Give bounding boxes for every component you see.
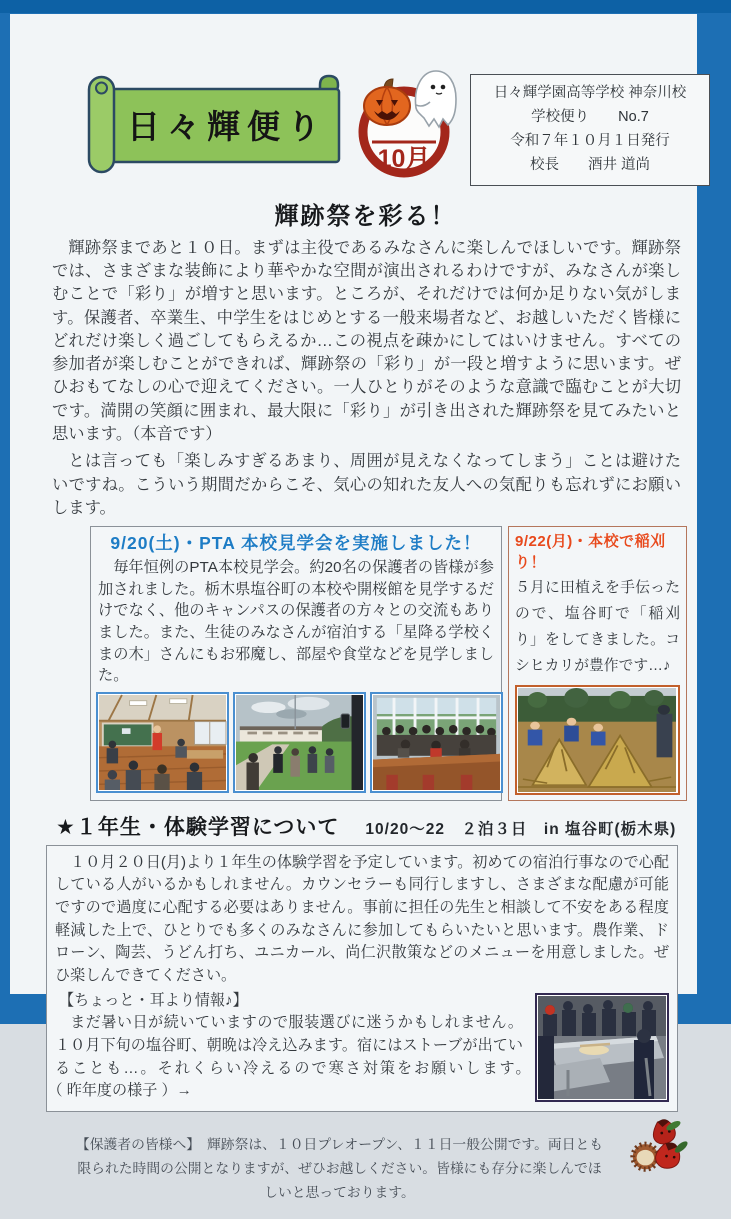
footer-note (72, 1133, 607, 1205)
taiken-body: １０月２０日(月)より１年生の体験学習を予定しています。初めての宿泊行事なので心配している人がいるかもしれません。カウンセラーも同行しますし、さまざまな配慮が可能ですので過度に心配する必要はありません。事前に担任の先生と相談して不安をある程度軽減した上で、ひとりでも多くのみなさんに参加してもらいたいと思います。農作業、ドローン、陶芸、うどん打ち、ユニカール、尚仁沢散策などのメニューを用意しました。ぜひ楽しんできてください。 (55, 853, 669, 985)
taiken-info-box (46, 845, 678, 1112)
photo-caption: （ 昨年度の様子 ）→ (55, 1082, 192, 1100)
pta-photo-1 (96, 692, 229, 793)
tips-body (55, 1012, 523, 1103)
newsletter-title: 日々輝便り (127, 108, 327, 145)
october-badge (356, 62, 458, 185)
group-photo-at-table (373, 695, 500, 790)
issue-date: 令和７年１０月１日発行 (510, 132, 670, 149)
rice-section-body: ５月に田植えを手伝ったので、塩谷町で「稲刈り」をしてきました。コシヒカリが豊作です…♪ (515, 580, 680, 674)
campus-tour-photo (236, 695, 363, 790)
pta-photo-3 (370, 692, 503, 793)
paper-sheet (10, 14, 697, 1200)
newsletter-number: 学校便り No.7 (531, 108, 649, 125)
pumpkin-icon (364, 79, 410, 125)
rice-photo (515, 685, 680, 795)
footer-body: 輝跡祭は、１０日プレオープン、１１日一般公開です。両日とも限られた時間の公開となりますが、ぜひお越しください。皆様にも存分に楽しんでほしいと思っております。 (77, 1136, 604, 1200)
taiken-schedule: 10/20～22 ２泊３日 in 塩谷町(栃木県) (365, 820, 677, 838)
intro-paragraph-2: とは言っても「楽しみすぎるあまり、周囲が見えなくなってしまう」ことは避けたいですね。こういう期間だからこそ、気心の知れた友人への気配りも忘れずにお願いします。 (52, 452, 681, 517)
pta-photo-2 (233, 692, 366, 793)
news-boxes-row (90, 526, 687, 801)
pta-section-body: 毎年恒例のPTA本校見学会。約20名の保護者の皆様が参加されました。栃木県塩谷町の本校や開桜館を見学するだけでなく、他のキャンパスの保護者の方々との交流もありました。また、生徒のみなさんが宿泊する「星降る学校くまの木」さんにもお邪魔し、部屋や食堂などを見学しました。 (98, 559, 494, 685)
rice-harvest-box (508, 526, 687, 801)
school-name: 日々輝学園高等学校 神奈川校 (493, 85, 687, 101)
scroll-banner-graphic (86, 72, 348, 176)
pta-photo-row (96, 692, 496, 793)
pta-visit-box (90, 526, 502, 801)
frame-top-strip (0, 0, 731, 13)
taiken-heading-row (56, 811, 687, 841)
rice-harvest-photo (518, 688, 676, 792)
chestnut-graphic (625, 1117, 687, 1177)
header-row (44, 60, 687, 186)
tips-block (55, 990, 523, 1103)
classroom-meeting-photo (99, 695, 226, 790)
page-title: 輝跡祭を彩る！ (274, 202, 457, 230)
rice-section-header: 9/22(月)・本校で稲刈り！ (515, 533, 666, 572)
intro-paragraph-1: 輝跡祭まであと１０日。まずは主役であるみなさんに楽しんでほしいです。輝跡祭では、さまざまな装飾により華やかな空間が演出されるわけですが、みなさんが楽しむことで「彩り」が増すと思います。ところが、それだけでは何か足りない気がします。保護者、卒業生、中学生をはじめとする一般来場者など、お越しいただく皆様にどれだけ楽しく過ごしてもらえるか…この視点を疎かにしてはいけません。すべての参加者が楽しむことができれば、輝跡祭の「彩り」が一段と増すように思います。ぜひおもてなしの心で迎えてください。一人ひとりがそのような意識で臨むことが大切です。満開の笑顔に囲まれ、最大限に「彩り」が引き出された輝跡祭を見てみたいと思います。（本音です） (52, 238, 681, 444)
udon-photo (535, 993, 669, 1102)
principal-name: 校長 酒井 道尚 (529, 156, 651, 173)
footer-note-row (44, 1119, 687, 1219)
tips-title: 【ちょっと・耳より情報♪】 (59, 991, 248, 1009)
tips-text: まだ暑い日が続いていますので服装選びに迷うかもしれません。１０月下旬の塩谷町、朝晩は冷え込みます。宿にはストーブが出ていることも…。それくらい冷えるので寒さ対策をお願いします。 (55, 1014, 523, 1077)
pta-section-header: 9/20(土)・PTA 本校見学会を実施しました！ (110, 533, 482, 554)
issue-info-box (470, 74, 710, 186)
udon-making-photo (538, 996, 666, 1099)
scroll-banner (86, 72, 348, 181)
taiken-section-title: ★１年生・体験学習について (56, 815, 340, 839)
october-badge-graphic (356, 62, 458, 180)
footer-label: 【保護者の皆様へ】 (75, 1136, 194, 1152)
badge-month: 10月 (377, 145, 431, 173)
chestnut-icon (625, 1117, 687, 1182)
